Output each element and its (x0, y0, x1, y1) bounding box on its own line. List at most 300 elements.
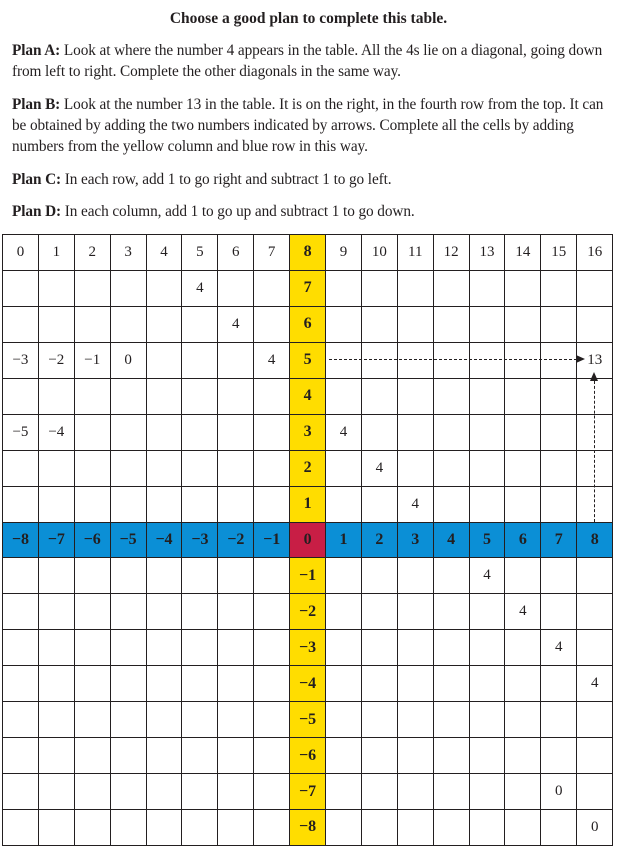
table-cell[interactable] (3, 810, 39, 846)
table-cell[interactable] (541, 666, 577, 702)
table-cell[interactable] (577, 594, 613, 630)
table-cell[interactable] (326, 451, 362, 487)
table-cell[interactable] (434, 630, 470, 666)
plan-a (12, 40, 612, 82)
table-cell[interactable] (434, 307, 470, 343)
table-cell[interactable]: −5 (3, 415, 39, 451)
table-cell[interactable] (111, 451, 147, 487)
table-cell[interactable] (3, 451, 39, 487)
table-cell[interactable]: 0 (541, 774, 577, 810)
yellow-column-cell[interactable]: 7 (290, 271, 326, 307)
table-cell[interactable]: 16 (577, 235, 613, 271)
table-cell[interactable] (362, 343, 398, 379)
table-cell[interactable] (541, 451, 577, 487)
table-cell[interactable] (470, 271, 506, 307)
blue-row-cell[interactable]: 6 (505, 523, 541, 559)
table-cell[interactable]: 4 (398, 487, 434, 523)
table-cell[interactable] (470, 738, 506, 774)
table-cell[interactable] (75, 271, 111, 307)
table-cell[interactable] (434, 487, 470, 523)
table-cell[interactable]: 5 (182, 235, 218, 271)
table-cell[interactable] (505, 702, 541, 738)
table-cell[interactable] (182, 774, 218, 810)
table-cell[interactable] (326, 487, 362, 523)
table-cell[interactable]: 12 (434, 235, 470, 271)
table-cell[interactable] (111, 379, 147, 415)
table-cell[interactable] (505, 774, 541, 810)
table-cell[interactable] (577, 379, 613, 415)
table-cell[interactable] (470, 666, 506, 702)
table-cell[interactable]: 6 (218, 235, 254, 271)
table-cell[interactable] (147, 738, 183, 774)
table-cell[interactable] (505, 738, 541, 774)
table-cell[interactable]: 13 (470, 235, 506, 271)
table-cell[interactable] (254, 738, 290, 774)
table-cell[interactable] (218, 774, 254, 810)
table-cell[interactable] (75, 451, 111, 487)
table-cell[interactable] (75, 738, 111, 774)
table-cell[interactable] (254, 558, 290, 594)
table-cell[interactable] (147, 630, 183, 666)
table-cell[interactable] (3, 307, 39, 343)
table-cell[interactable] (39, 487, 75, 523)
table-cell[interactable] (254, 451, 290, 487)
table-cell[interactable] (434, 810, 470, 846)
table-cell[interactable] (218, 738, 254, 774)
blue-row-cell[interactable]: −1 (254, 523, 290, 559)
blue-row-cell[interactable]: 7 (541, 523, 577, 559)
table-cell[interactable] (362, 307, 398, 343)
table-cell[interactable] (362, 630, 398, 666)
yellow-column-cell[interactable]: 4 (290, 379, 326, 415)
table-cell[interactable] (398, 810, 434, 846)
table-cell[interactable] (362, 271, 398, 307)
table-cell[interactable] (111, 666, 147, 702)
table-cell[interactable]: 15 (541, 235, 577, 271)
table-cell[interactable] (505, 630, 541, 666)
table-cell[interactable]: −4 (39, 415, 75, 451)
table-cell[interactable] (75, 810, 111, 846)
table-cell[interactable]: 10 (362, 235, 398, 271)
table-cell[interactable] (434, 774, 470, 810)
table-cell[interactable] (362, 774, 398, 810)
table-cell[interactable] (111, 810, 147, 846)
table-cell[interactable] (147, 487, 183, 523)
table-cell[interactable]: 4 (362, 451, 398, 487)
table-cell[interactable] (3, 702, 39, 738)
blue-row-cell[interactable]: 1 (326, 523, 362, 559)
table-cell[interactable]: 3 (111, 235, 147, 271)
table-cell[interactable] (254, 307, 290, 343)
table-cell[interactable] (505, 487, 541, 523)
table-cell[interactable] (398, 307, 434, 343)
table-cell[interactable] (39, 594, 75, 630)
arrow-up-icon (590, 372, 598, 381)
table-cell[interactable] (254, 630, 290, 666)
table-cell[interactable] (577, 415, 613, 451)
table-cell[interactable] (254, 774, 290, 810)
blue-row-cell[interactable]: −3 (182, 523, 218, 559)
table-cell[interactable]: 4 (147, 235, 183, 271)
table-cell[interactable] (39, 810, 75, 846)
yellow-column-cell[interactable]: 3 (290, 415, 326, 451)
table-cell[interactable] (398, 666, 434, 702)
table-cell[interactable] (434, 415, 470, 451)
table-cell[interactable] (3, 594, 39, 630)
table-cell[interactable] (362, 594, 398, 630)
yellow-column-cell[interactable]: −1 (290, 558, 326, 594)
table-cell[interactable] (577, 487, 613, 523)
blue-row-cell[interactable]: 3 (398, 523, 434, 559)
table-cell[interactable] (434, 666, 470, 702)
table-cell[interactable] (111, 558, 147, 594)
table-cell[interactable] (326, 271, 362, 307)
yellow-column-cell[interactable]: 1 (290, 487, 326, 523)
table-cell[interactable] (398, 415, 434, 451)
table-cell[interactable] (434, 451, 470, 487)
table-cell[interactable] (577, 271, 613, 307)
table-cell[interactable] (182, 307, 218, 343)
table-cell[interactable] (362, 702, 398, 738)
yellow-column-cell[interactable]: 2 (290, 451, 326, 487)
table-cell[interactable] (434, 738, 470, 774)
table-cell[interactable] (398, 774, 434, 810)
table-cell[interactable] (111, 487, 147, 523)
table-cell[interactable] (254, 379, 290, 415)
table-cell[interactable] (398, 451, 434, 487)
table-cell[interactable] (434, 558, 470, 594)
table-cell[interactable] (39, 379, 75, 415)
table-cell[interactable]: 4 (326, 415, 362, 451)
table-cell[interactable] (147, 774, 183, 810)
table-cell[interactable] (3, 774, 39, 810)
table-cell[interactable] (470, 451, 506, 487)
table-cell[interactable] (505, 558, 541, 594)
table-cell[interactable] (577, 307, 613, 343)
table-cell[interactable] (218, 451, 254, 487)
table-cell[interactable] (577, 774, 613, 810)
table-cell[interactable] (541, 738, 577, 774)
blue-row-cell[interactable]: −4 (147, 523, 183, 559)
table-cell[interactable] (541, 271, 577, 307)
table-cell[interactable] (541, 810, 577, 846)
table-cell[interactable] (75, 594, 111, 630)
yellow-column-cell[interactable]: −8 (290, 810, 326, 846)
table-cell[interactable] (218, 666, 254, 702)
table-cell[interactable] (470, 810, 506, 846)
table-cell[interactable] (577, 451, 613, 487)
table-cell[interactable] (111, 774, 147, 810)
table-cell[interactable] (182, 738, 218, 774)
table-cell[interactable] (398, 702, 434, 738)
table-cell[interactable] (182, 379, 218, 415)
table-cell[interactable] (398, 738, 434, 774)
table-cell[interactable] (541, 594, 577, 630)
table-cell[interactable] (3, 379, 39, 415)
table-cell[interactable] (182, 487, 218, 523)
table-cell[interactable] (218, 271, 254, 307)
plan-c (12, 169, 612, 190)
table-cell[interactable] (326, 379, 362, 415)
table-cell[interactable] (75, 415, 111, 451)
plan-c-label: Plan C: (12, 171, 62, 188)
table-cell[interactable] (398, 379, 434, 415)
table-cell[interactable] (362, 738, 398, 774)
table-cell[interactable] (39, 666, 75, 702)
table-cell[interactable] (470, 343, 506, 379)
table-cell[interactable] (218, 702, 254, 738)
table-cell[interactable] (470, 630, 506, 666)
table-cell[interactable] (75, 558, 111, 594)
table-cell[interactable] (3, 738, 39, 774)
table-cell[interactable] (182, 594, 218, 630)
table-cell[interactable] (470, 379, 506, 415)
table-cell[interactable] (75, 307, 111, 343)
table-cell[interactable] (326, 774, 362, 810)
table-cell[interactable] (182, 343, 218, 379)
table-cell[interactable] (75, 487, 111, 523)
table-cell[interactable] (111, 307, 147, 343)
table-cell[interactable] (218, 630, 254, 666)
table-cell[interactable] (3, 666, 39, 702)
table-cell[interactable] (434, 594, 470, 630)
page-title: Choose a good plan to complete this table. (169, 10, 448, 27)
table-cell[interactable] (218, 487, 254, 523)
yellow-column-cell[interactable]: −2 (290, 594, 326, 630)
yellow-column-cell[interactable]: −6 (290, 738, 326, 774)
blue-row-cell[interactable]: −5 (111, 523, 147, 559)
table-cell[interactable]: 0 (3, 235, 39, 271)
table-cell[interactable] (541, 415, 577, 451)
table-cell[interactable] (326, 307, 362, 343)
table-cell[interactable] (254, 666, 290, 702)
table-cell[interactable] (111, 594, 147, 630)
table-cell[interactable] (326, 558, 362, 594)
table-cell[interactable] (577, 702, 613, 738)
blue-row-cell[interactable]: −8 (3, 523, 39, 559)
table-cell[interactable] (3, 558, 39, 594)
table-cell[interactable] (39, 307, 75, 343)
table-cell[interactable] (254, 594, 290, 630)
table-cell[interactable] (505, 379, 541, 415)
table-cell[interactable] (434, 379, 470, 415)
table-cell[interactable] (111, 271, 147, 307)
table-cell[interactable] (362, 558, 398, 594)
plan-c-text: In each row, add 1 to go right and subtract 1 to go left. (61, 171, 392, 188)
table-cell[interactable] (541, 307, 577, 343)
table-cell[interactable] (326, 666, 362, 702)
table-cell[interactable] (470, 774, 506, 810)
table-cell[interactable]: 4 (218, 307, 254, 343)
table-cell[interactable] (3, 630, 39, 666)
table-cell[interactable]: 7 (254, 235, 290, 271)
table-cell[interactable] (39, 630, 75, 666)
table-cell[interactable] (362, 810, 398, 846)
table-cell[interactable] (147, 271, 183, 307)
table-cell[interactable] (218, 379, 254, 415)
table-cell[interactable] (541, 487, 577, 523)
table-cell[interactable] (434, 702, 470, 738)
plan-d-label: Plan D: (12, 203, 62, 220)
table-cell[interactable] (147, 307, 183, 343)
table-cell[interactable]: 14 (505, 235, 541, 271)
table-cell[interactable] (111, 630, 147, 666)
table-cell[interactable] (39, 451, 75, 487)
blue-row-cell[interactable]: 8 (577, 523, 613, 559)
table-cell[interactable] (254, 810, 290, 846)
table-cell[interactable] (326, 702, 362, 738)
yellow-column-cell[interactable]: −7 (290, 774, 326, 810)
table-cell[interactable] (39, 271, 75, 307)
yellow-column-cell[interactable]: −3 (290, 630, 326, 666)
table-cell[interactable] (326, 343, 362, 379)
table-cell[interactable] (39, 774, 75, 810)
table-cell[interactable] (362, 666, 398, 702)
table-cell[interactable] (326, 594, 362, 630)
row-arrow-line (329, 359, 577, 360)
table-cell[interactable] (541, 379, 577, 415)
table-cell[interactable] (39, 738, 75, 774)
yellow-column-cell[interactable]: −4 (290, 666, 326, 702)
yellow-column-cell[interactable]: 5 (290, 343, 326, 379)
table-cell[interactable] (577, 558, 613, 594)
table-cell[interactable] (147, 594, 183, 630)
table-cell[interactable] (182, 810, 218, 846)
table-cell[interactable] (434, 271, 470, 307)
table-cell[interactable] (505, 810, 541, 846)
table-cell[interactable]: 4 (470, 558, 506, 594)
table-cell[interactable] (3, 271, 39, 307)
table-cell[interactable]: 4 (505, 594, 541, 630)
table-cell[interactable] (182, 630, 218, 666)
blue-row-cell[interactable]: −6 (75, 523, 111, 559)
table-cell[interactable] (577, 738, 613, 774)
table-cell[interactable] (218, 415, 254, 451)
table-cell[interactable] (254, 702, 290, 738)
table-cell[interactable] (541, 702, 577, 738)
table-cell[interactable] (147, 666, 183, 702)
table-cell[interactable] (147, 343, 183, 379)
table-cell[interactable] (39, 558, 75, 594)
table-cell[interactable] (75, 379, 111, 415)
plan-b (12, 94, 612, 157)
table-cell[interactable] (470, 415, 506, 451)
yellow-column-cell[interactable]: 8 (290, 235, 326, 271)
table-cell[interactable]: 4 (577, 666, 613, 702)
table-cell[interactable] (111, 702, 147, 738)
table-cell[interactable] (398, 630, 434, 666)
table-cell[interactable] (505, 343, 541, 379)
table-cell[interactable] (218, 594, 254, 630)
table-cell[interactable] (362, 379, 398, 415)
table-cell[interactable] (577, 630, 613, 666)
table-cell[interactable] (326, 738, 362, 774)
table-cell[interactable] (541, 343, 577, 379)
table-cell[interactable] (75, 702, 111, 738)
table-cell[interactable] (75, 774, 111, 810)
table-cell[interactable]: −3 (3, 343, 39, 379)
table-cell[interactable] (3, 487, 39, 523)
plan-b-label: Plan B: (12, 96, 61, 113)
table-cell[interactable] (147, 451, 183, 487)
table-cell[interactable]: 0 (577, 810, 613, 846)
table-cell[interactable] (75, 666, 111, 702)
table-cell[interactable]: 13 (577, 343, 613, 379)
table-cell[interactable] (505, 415, 541, 451)
table-cell[interactable] (218, 810, 254, 846)
table-cell[interactable]: 4 (541, 630, 577, 666)
yellow-column-cell[interactable]: −5 (290, 702, 326, 738)
blue-row-cell[interactable]: 4 (434, 523, 470, 559)
table-cell[interactable] (182, 666, 218, 702)
table-cell[interactable] (147, 558, 183, 594)
table-cell[interactable] (470, 702, 506, 738)
table-cell[interactable]: 4 (254, 343, 290, 379)
table-cell[interactable] (218, 343, 254, 379)
origin-cell[interactable]: 0 (290, 523, 326, 559)
table-cell[interactable] (398, 558, 434, 594)
table-cell[interactable] (147, 379, 183, 415)
table-cell[interactable] (434, 343, 470, 379)
table-cell[interactable] (75, 630, 111, 666)
blue-row-cell[interactable]: 5 (470, 523, 506, 559)
table-cell[interactable] (182, 702, 218, 738)
blue-row-cell[interactable]: 2 (362, 523, 398, 559)
table-cell[interactable] (39, 702, 75, 738)
table-cell[interactable] (182, 451, 218, 487)
table-cell[interactable] (470, 594, 506, 630)
table-cell[interactable] (541, 558, 577, 594)
table-cell[interactable]: 4 (182, 271, 218, 307)
table-cell[interactable] (505, 271, 541, 307)
table-cell[interactable]: 1 (39, 235, 75, 271)
table-cell[interactable] (254, 271, 290, 307)
table-cell[interactable] (470, 487, 506, 523)
table-cell[interactable] (147, 702, 183, 738)
table-cell[interactable]: −1 (75, 343, 111, 379)
table-cell[interactable] (182, 558, 218, 594)
table-cell[interactable] (326, 810, 362, 846)
table-cell[interactable] (111, 738, 147, 774)
table-cell[interactable] (398, 271, 434, 307)
table-cell[interactable] (470, 307, 506, 343)
table-cell[interactable] (398, 594, 434, 630)
table-cell[interactable]: 11 (398, 235, 434, 271)
table-cell[interactable]: 2 (75, 235, 111, 271)
table-cell[interactable]: −2 (39, 343, 75, 379)
table-cell[interactable] (147, 415, 183, 451)
blue-row-cell[interactable]: −2 (218, 523, 254, 559)
table-cell[interactable] (398, 343, 434, 379)
table-cell[interactable] (147, 810, 183, 846)
table-cell[interactable] (326, 630, 362, 666)
table-cell[interactable] (505, 307, 541, 343)
table-cell[interactable] (254, 487, 290, 523)
number-table (2, 234, 613, 846)
table-cell[interactable] (362, 487, 398, 523)
blue-row-cell[interactable]: −7 (39, 523, 75, 559)
table-cell[interactable] (218, 558, 254, 594)
table-cell[interactable] (505, 666, 541, 702)
table-cell[interactable] (111, 415, 147, 451)
table-cell[interactable] (182, 415, 218, 451)
table-cell[interactable] (254, 415, 290, 451)
table-cell[interactable] (505, 451, 541, 487)
table-cell[interactable]: 0 (111, 343, 147, 379)
table-cell[interactable] (362, 415, 398, 451)
table-cell[interactable]: 9 (326, 235, 362, 271)
yellow-column-cell[interactable]: 6 (290, 307, 326, 343)
